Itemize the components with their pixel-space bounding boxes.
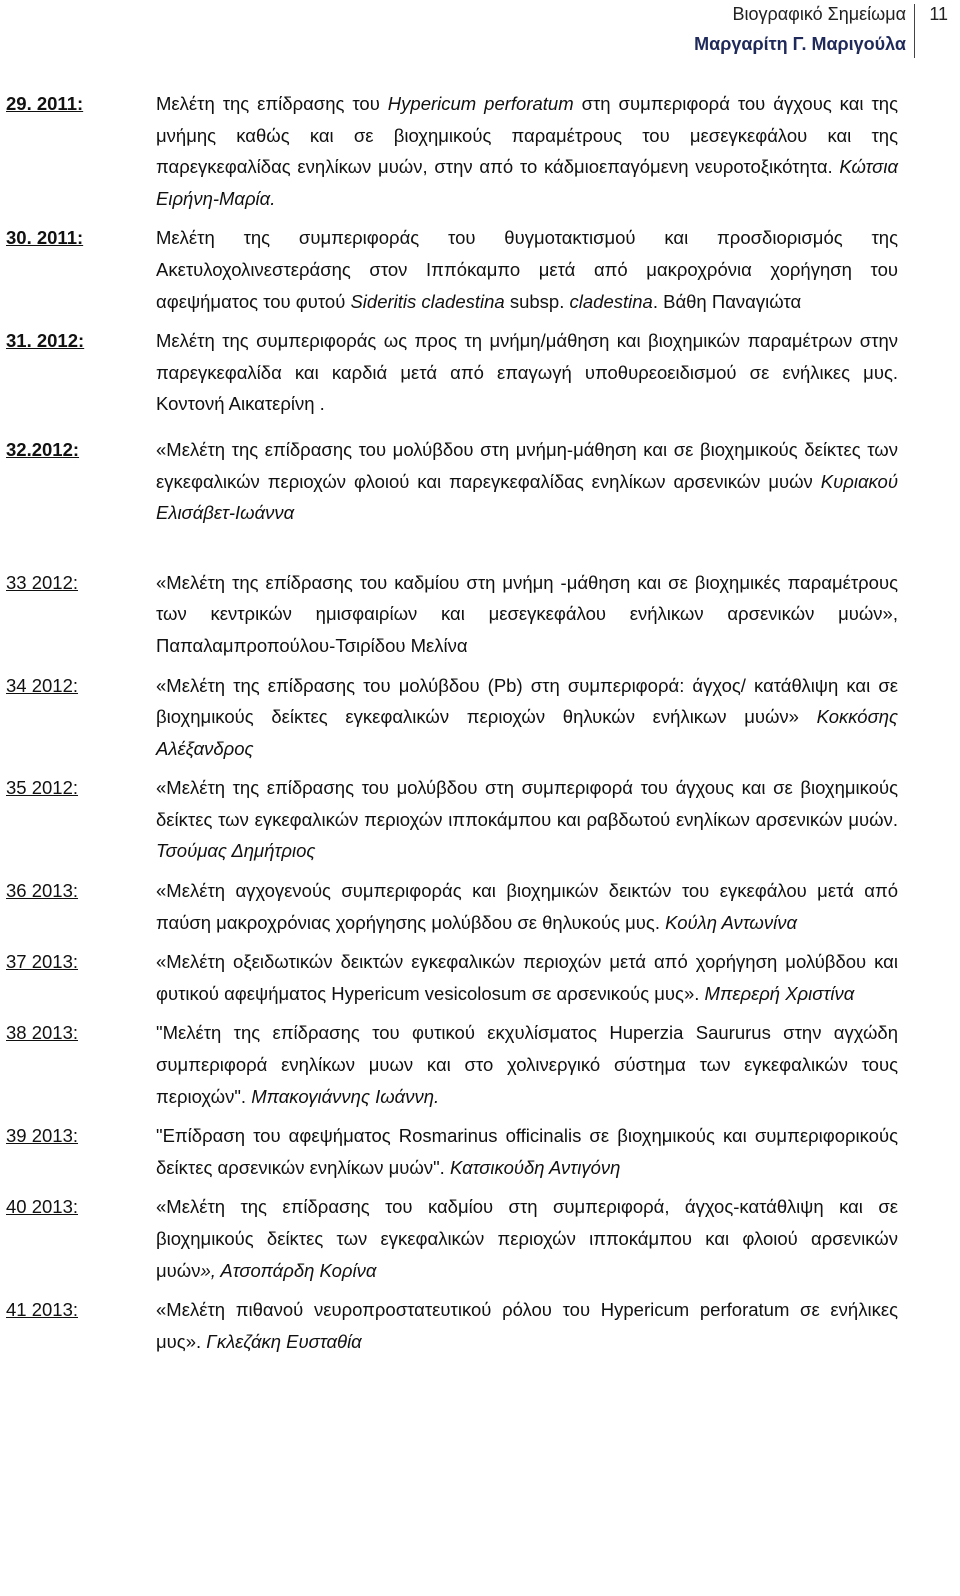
list-item (6, 1294, 898, 1357)
entry-label: 33 2012: (6, 571, 79, 593)
thesis-list (6, 88, 898, 1357)
entry-text: "Μελέτη της επίδρασης του φυτικού εκχυλίσματος Huperzia Saururus στην αγχώδη συμπεριφορά ενηλίκων μυων και στο χολινεργικό σύστημα των εγκεφαλικών τους περιοχών". Μπακογιάννης Ιωάννη. (156, 1022, 898, 1107)
entry-text: «Μελέτη της επίδρασης του καδμίου στη μνήμη -μάθηση και σε βιοχημικές παραμέτρους των κεντρικών ημισφαιρίων και μεσεγκεφάλου ενήλικων αρσενικών μυών», Παπαλαμπροπούλου-Τσιρίδου Μελίνα (156, 571, 898, 656)
entry-label: 32.2012: (6, 438, 80, 460)
list-item (6, 1017, 898, 1112)
list-item (6, 875, 898, 938)
list-item (6, 670, 898, 765)
entry-text: «Μελέτη οξειδωτικών δεικτών εγκεφαλικών περιοχών μετά από χορήγηση μολύβδου και φυτικού αφεψήματος Hypericum vesicolosum σε αρσενικούς μυς». Μπερερή Χριστίνα (156, 951, 898, 1004)
list-item (6, 325, 898, 420)
list-item (6, 434, 898, 529)
entry-label: 36 2013: (6, 880, 79, 902)
entry-text: «Μελέτη της επίδρασης του μολύβδου στη μνήμη-μάθηση και σε βιοχημικούς δείκτες των εγκεφαλικών περιοχών φλοιού και παρεγκεφαλίδας ενηλίκων αρσενικών μυών Κυριακού Ελισάβετ-Ιωάννα (156, 438, 898, 524)
entry-label: 37 2013: (6, 951, 79, 973)
list-item (6, 567, 898, 662)
entry-label: 38 2013: (6, 1022, 79, 1044)
entry-text: «Μελέτη της επίδρασης του καδμίου στη συμπεριφορά, άγχος-κατάθλιψη και σε βιοχημικούς δείκτες των εγκεφαλικών περιοχών ιπποκάμπου και φλοιού αρσενικών μυών», Ατσοπάρδη Κορίνα (156, 1196, 898, 1281)
entry-label: 34 2012: (6, 674, 79, 696)
list-item (6, 1191, 898, 1286)
list-item (6, 88, 898, 214)
entry-text: «Μελέτη πιθανού νευροπροστατευτικού ρόλου του Hypericum perforatum σε ενήλικες μυς». Γκλεζάκη Ευσταθία (156, 1299, 898, 1352)
list-item (6, 222, 898, 317)
entry-text: «Μελέτη αγχογενούς συμπεριφοράς και βιοχημικών δεικτών του εγκεφάλου μετά από παύση μακροχρόνιας χορήγησης μολύβδου σε θηλυκούς μυς. Κούλη Αντωνίνα (156, 880, 898, 933)
entry-text: Μελέτη της συμπεριφοράς του θυγμοτακτισμού και προσδιορισμός της Ακετυλοχολινεστεράσης στον Ιππόκαμπο μετά από μακροχρόνια χορήγηση του αφεψήματος του φυτού Sideritis cladestina subsp. cladestina. Βάθη Παναγιώτα (156, 227, 898, 312)
entry-text: «Μελέτη της επίδρασης του μολύβδου (Pb) στη συμπεριφορά: άγχος/ κατάθλιψη και σε βιοχημικούς δείκτες εγκεφαλικών περιοχών θηλυκών ενήλικων μυών» Κοκκόσης Αλέξανδρος (156, 674, 898, 759)
list-item (6, 1120, 898, 1183)
entry-label: 31. 2012: (6, 330, 85, 352)
list-item (6, 946, 898, 1009)
entry-label: 35 2012: (6, 777, 79, 799)
entry-text: "Επίδραση του αφεψήματος Rosmarinus officinalis σε βιοχημικούς και συμπεριφορικούς δείκτες αρσενικών ενηλίκων μυών". Κατσικούδη Αντιγόνη (156, 1125, 898, 1178)
page-header (0, 4, 960, 62)
entry-label: 40 2013: (6, 1196, 79, 1218)
entry-label: 29. 2011: (6, 93, 84, 114)
page-number: 11 (929, 4, 948, 24)
header-divider (914, 4, 915, 58)
entry-text: Μελέτη της επίδρασης του Hypericum perforatum στη συμπεριφορά του άγχους και της μνήμης καθώς και σε βιοχημικούς παραμέτρους του μεσεγκεφάλου και της παρεγκεφαλίδας ενηλίκων μυών, στην από το κάδμιοεπαγόμενη νευροτοξικότητα. Κώτσια Ειρήνη-Μαρία. (156, 93, 898, 209)
document-title: Βιογραφικό Σημείωμα (732, 4, 906, 24)
entry-label: 41 2013: (6, 1299, 79, 1321)
author-name: Μαργαρίτη Γ. Μαριγούλα (694, 34, 906, 54)
entry-label: 39 2013: (6, 1125, 79, 1147)
entry-text: Μελέτη της συμπεριφοράς ως προς τη μνήμη/μάθηση και βιοχημικών παραμέτρων στην παρεγκεφαλίδα και καρδιά μετά από επαγωγή υποθυρεοειδισμού σε ενήλικες μυς. Κοντονή Αικατερίνη . (156, 330, 898, 415)
list-item (6, 772, 898, 867)
entry-text: «Μελέτη της επίδρασης του μολύβδου στη συμπεριφορά του άγχους και σε βιοχημικούς δείκτες των εγκεφαλικών περιοχών ιπποκάμπου και ραβδωτού ενηλίκων αρσενικών μυών. Τσούμας Δημήτριος (156, 777, 898, 862)
entry-label: 30. 2011: (6, 227, 84, 249)
